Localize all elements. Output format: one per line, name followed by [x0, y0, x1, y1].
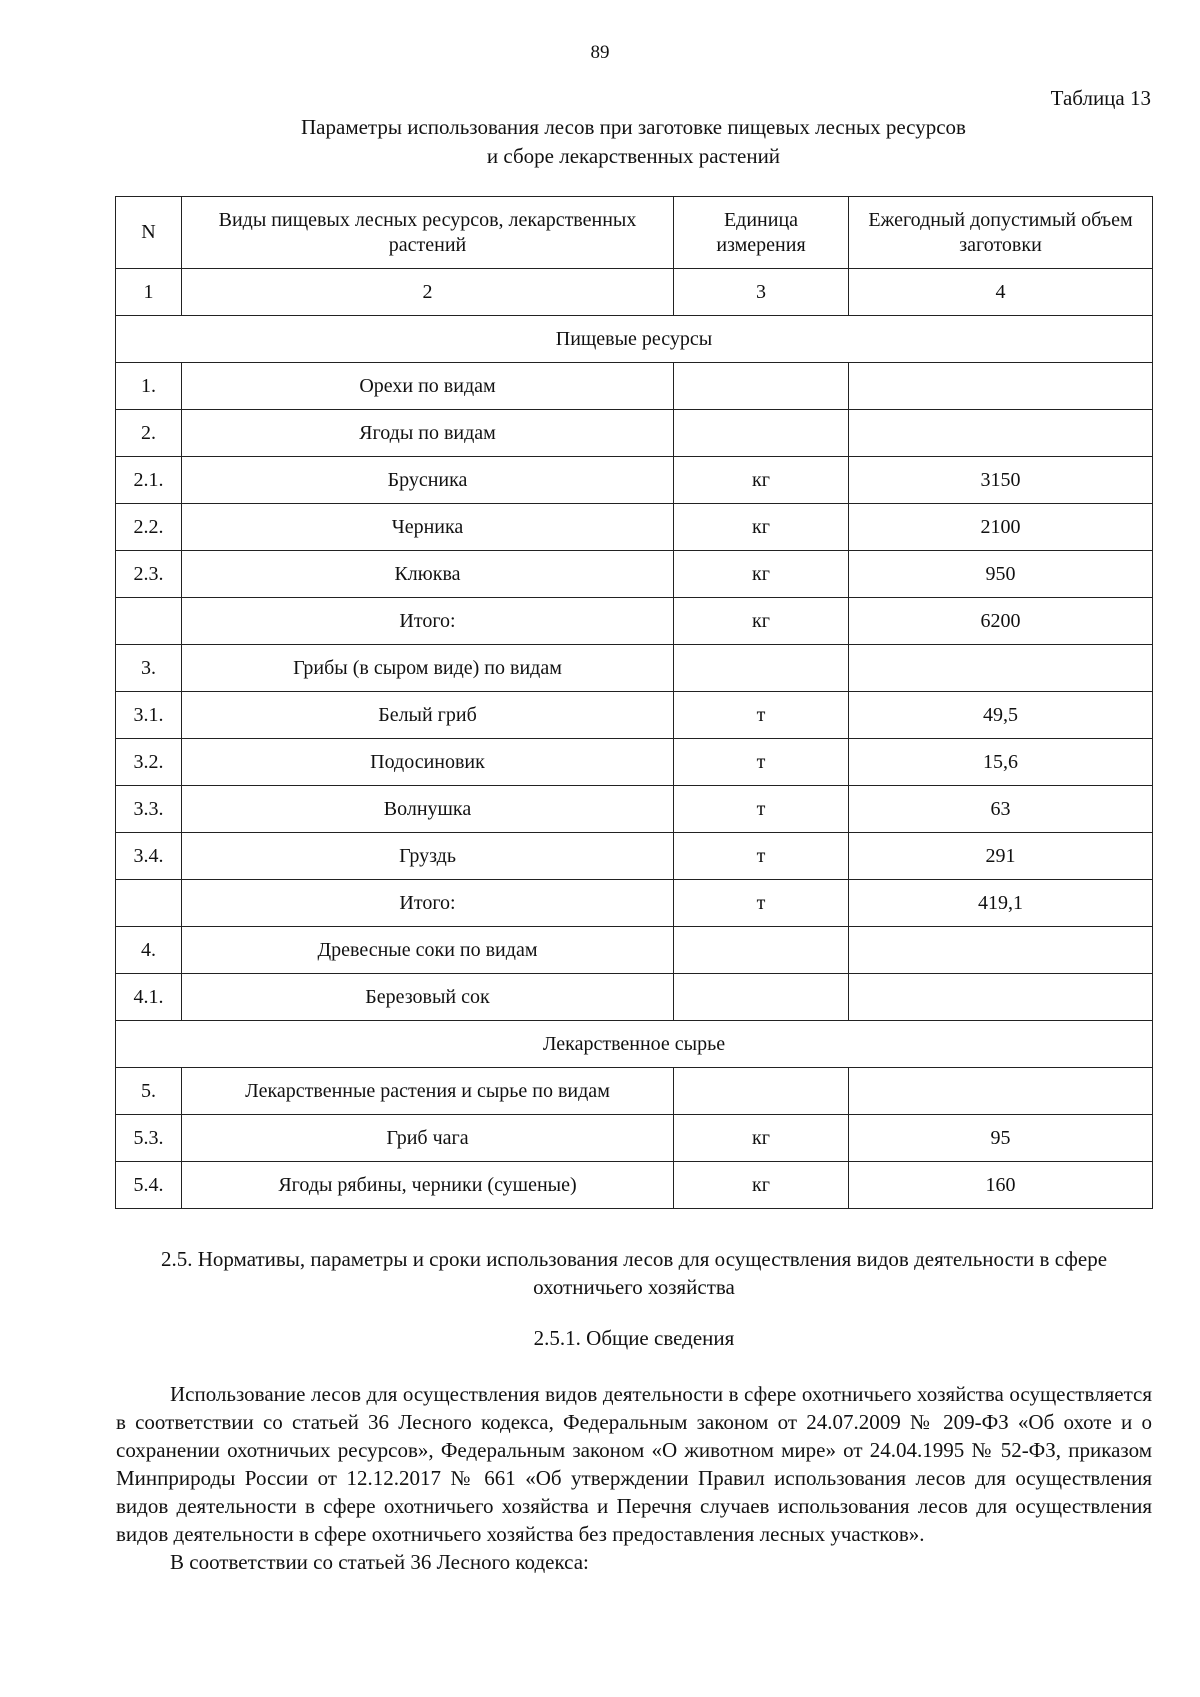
table-row: [116, 598, 1153, 645]
section-cell: Пищевые ресурсы: [116, 316, 1153, 363]
unit-cell: кг: [674, 457, 849, 504]
resource-name-cell: Волнушка: [182, 786, 674, 833]
unit-cell: кг: [674, 504, 849, 551]
row-number-cell: 2.3.: [116, 551, 182, 598]
unit-cell: кг: [674, 1115, 849, 1162]
row-number-cell: 3.2.: [116, 739, 182, 786]
column-number-row: [116, 269, 1153, 316]
row-number-cell: 4.: [116, 927, 182, 974]
row-number-cell: 3.3.: [116, 786, 182, 833]
row-number-cell: 1.: [116, 363, 182, 410]
unit-cell: [674, 1068, 849, 1115]
resource-name-cell: Итого:: [182, 880, 674, 927]
row-number-cell: 2.2.: [116, 504, 182, 551]
column-number-cell: 3: [674, 269, 849, 316]
resource-name-cell: Подосиновик: [182, 739, 674, 786]
volume-cell: 950: [849, 551, 1153, 598]
row-number-cell: 3.4.: [116, 833, 182, 880]
resource-name-cell: Березовый сок: [182, 974, 674, 1021]
unit-cell: т: [674, 786, 849, 833]
resource-name-cell: Ягоды по видам: [182, 410, 674, 457]
table-row: [116, 927, 1153, 974]
row-number-cell: 3.1.: [116, 692, 182, 739]
table-row: [116, 739, 1153, 786]
unit-cell: [674, 974, 849, 1021]
resource-name-cell: Гриб чага: [182, 1115, 674, 1162]
row-number-cell: 4.1.: [116, 974, 182, 1021]
table-title-line: Параметры использования лесов при заготовке пищевых лесных ресурсов: [301, 115, 966, 139]
table-row: [116, 1068, 1153, 1115]
volume-cell: 95: [849, 1115, 1153, 1162]
unit-cell: кг: [674, 551, 849, 598]
volume-cell: [849, 927, 1153, 974]
unit-cell: кг: [674, 1162, 849, 1209]
unit-cell: кг: [674, 598, 849, 645]
table-row: [116, 786, 1153, 833]
volume-cell: 15,6: [849, 739, 1153, 786]
volume-cell: [849, 1068, 1153, 1115]
volume-cell: 3150: [849, 457, 1153, 504]
volume-cell: 63: [849, 786, 1153, 833]
table-row: [116, 645, 1153, 692]
header-cell-kind: Виды пищевых лесных ресурсов, лекарственных растений: [182, 197, 674, 269]
table-label: Таблица 13: [1050, 86, 1151, 110]
header-cell-volume: Ежегодный допустимый объем заготовки: [849, 197, 1153, 269]
header-cell-unit: Единица измерения: [674, 197, 849, 269]
table-row: [116, 504, 1153, 551]
table-row: [116, 1115, 1153, 1162]
resource-name-cell: Белый гриб: [182, 692, 674, 739]
paragraph: Использование лесов для осуществления видов деятельности в сфере охотничьего хозяйства осуществляется в соответствии со статьей 36 Лесного кодекса, Федеральным законом от 24.07.2009 № 209-ФЗ «Об охоте и о сохранении охотничьих ресурсов», Федеральным законом «О животном мире» от 24.04.1995 № 52-ФЗ, приказом Минприроды России от 12.12.2017 № 661 «Об утверждении Правил использования лесов для осуществления видов деятельности в сфере охотничьего хозяйства и Перечня случаев использования лесов для осуществления видов деятельности в сфере охотничьего хозяйства без предоставления лесных участков».: [116, 1382, 1152, 1546]
table-title: [116, 113, 1151, 171]
volume-cell: 160: [849, 1162, 1153, 1209]
resource-name-cell: Брусника: [182, 457, 674, 504]
volume-cell: [849, 363, 1153, 410]
table-row: [116, 1162, 1153, 1209]
unit-cell: т: [674, 739, 849, 786]
resource-name-cell: Орехи по видам: [182, 363, 674, 410]
volume-cell: [849, 410, 1153, 457]
table-row: [116, 880, 1153, 927]
resource-name-cell: Грибы (в сыром виде) по видам: [182, 645, 674, 692]
resource-name-cell: Груздь: [182, 833, 674, 880]
table-row: [116, 551, 1153, 598]
section-heading: 2.5. Нормативы, параметры и сроки использования лесов для осуществления видов деятельности в сфере охотничьего хозяйства: [160, 1247, 1108, 1299]
paragraph: В соответствии со статьей 36 Лесного кодекса:: [170, 1550, 589, 1574]
row-number-cell: 5.3.: [116, 1115, 182, 1162]
volume-cell: [849, 974, 1153, 1021]
volume-cell: 49,5: [849, 692, 1153, 739]
resource-name-cell: Черника: [182, 504, 674, 551]
volume-cell: [849, 645, 1153, 692]
resource-name-cell: Ягоды рябины, черники (сушеные): [182, 1162, 674, 1209]
body-text: [116, 1380, 1152, 1576]
subsection-heading: 2.5.1. Общие сведения: [533, 1326, 735, 1350]
table-section-row: [116, 316, 1153, 363]
column-number-cell: 2: [182, 269, 674, 316]
volume-cell: 2100: [849, 504, 1153, 551]
table-row: [116, 692, 1153, 739]
table-row: [116, 974, 1153, 1021]
unit-cell: [674, 645, 849, 692]
unit-cell: [674, 927, 849, 974]
header-cell-n: N: [116, 197, 182, 269]
unit-cell: т: [674, 692, 849, 739]
resource-name-cell: Древесные соки по видам: [182, 927, 674, 974]
table-row: [116, 833, 1153, 880]
table-header-row: [116, 197, 1153, 269]
unit-cell: т: [674, 833, 849, 880]
row-number-cell: 5.: [116, 1068, 182, 1115]
volume-cell: 6200: [849, 598, 1153, 645]
column-number-cell: 4: [849, 269, 1153, 316]
table-section-row: [116, 1021, 1153, 1068]
table-title-line: и сборе лекарственных растений: [486, 144, 781, 168]
section-cell: Лекарственное сырье: [116, 1021, 1153, 1068]
unit-cell: [674, 363, 849, 410]
resource-name-cell: Итого:: [182, 598, 674, 645]
table-row: [116, 410, 1153, 457]
page-number: 89: [590, 42, 610, 63]
row-number-cell: 2.: [116, 410, 182, 457]
row-number-cell: 3.: [116, 645, 182, 692]
resource-name-cell: Лекарственные растения и сырье по видам: [182, 1068, 674, 1115]
unit-cell: [674, 410, 849, 457]
row-number-cell: 2.1.: [116, 457, 182, 504]
row-number-cell: [116, 880, 182, 927]
resource-name-cell: Клюква: [182, 551, 674, 598]
unit-cell: т: [674, 880, 849, 927]
table-row: [116, 457, 1153, 504]
table-row: [116, 363, 1153, 410]
row-number-cell: [116, 598, 182, 645]
column-number-cell: 1: [116, 269, 182, 316]
volume-cell: 291: [849, 833, 1153, 880]
row-number-cell: 5.4.: [116, 1162, 182, 1209]
resources-table: [115, 196, 1153, 1209]
volume-cell: 419,1: [849, 880, 1153, 927]
